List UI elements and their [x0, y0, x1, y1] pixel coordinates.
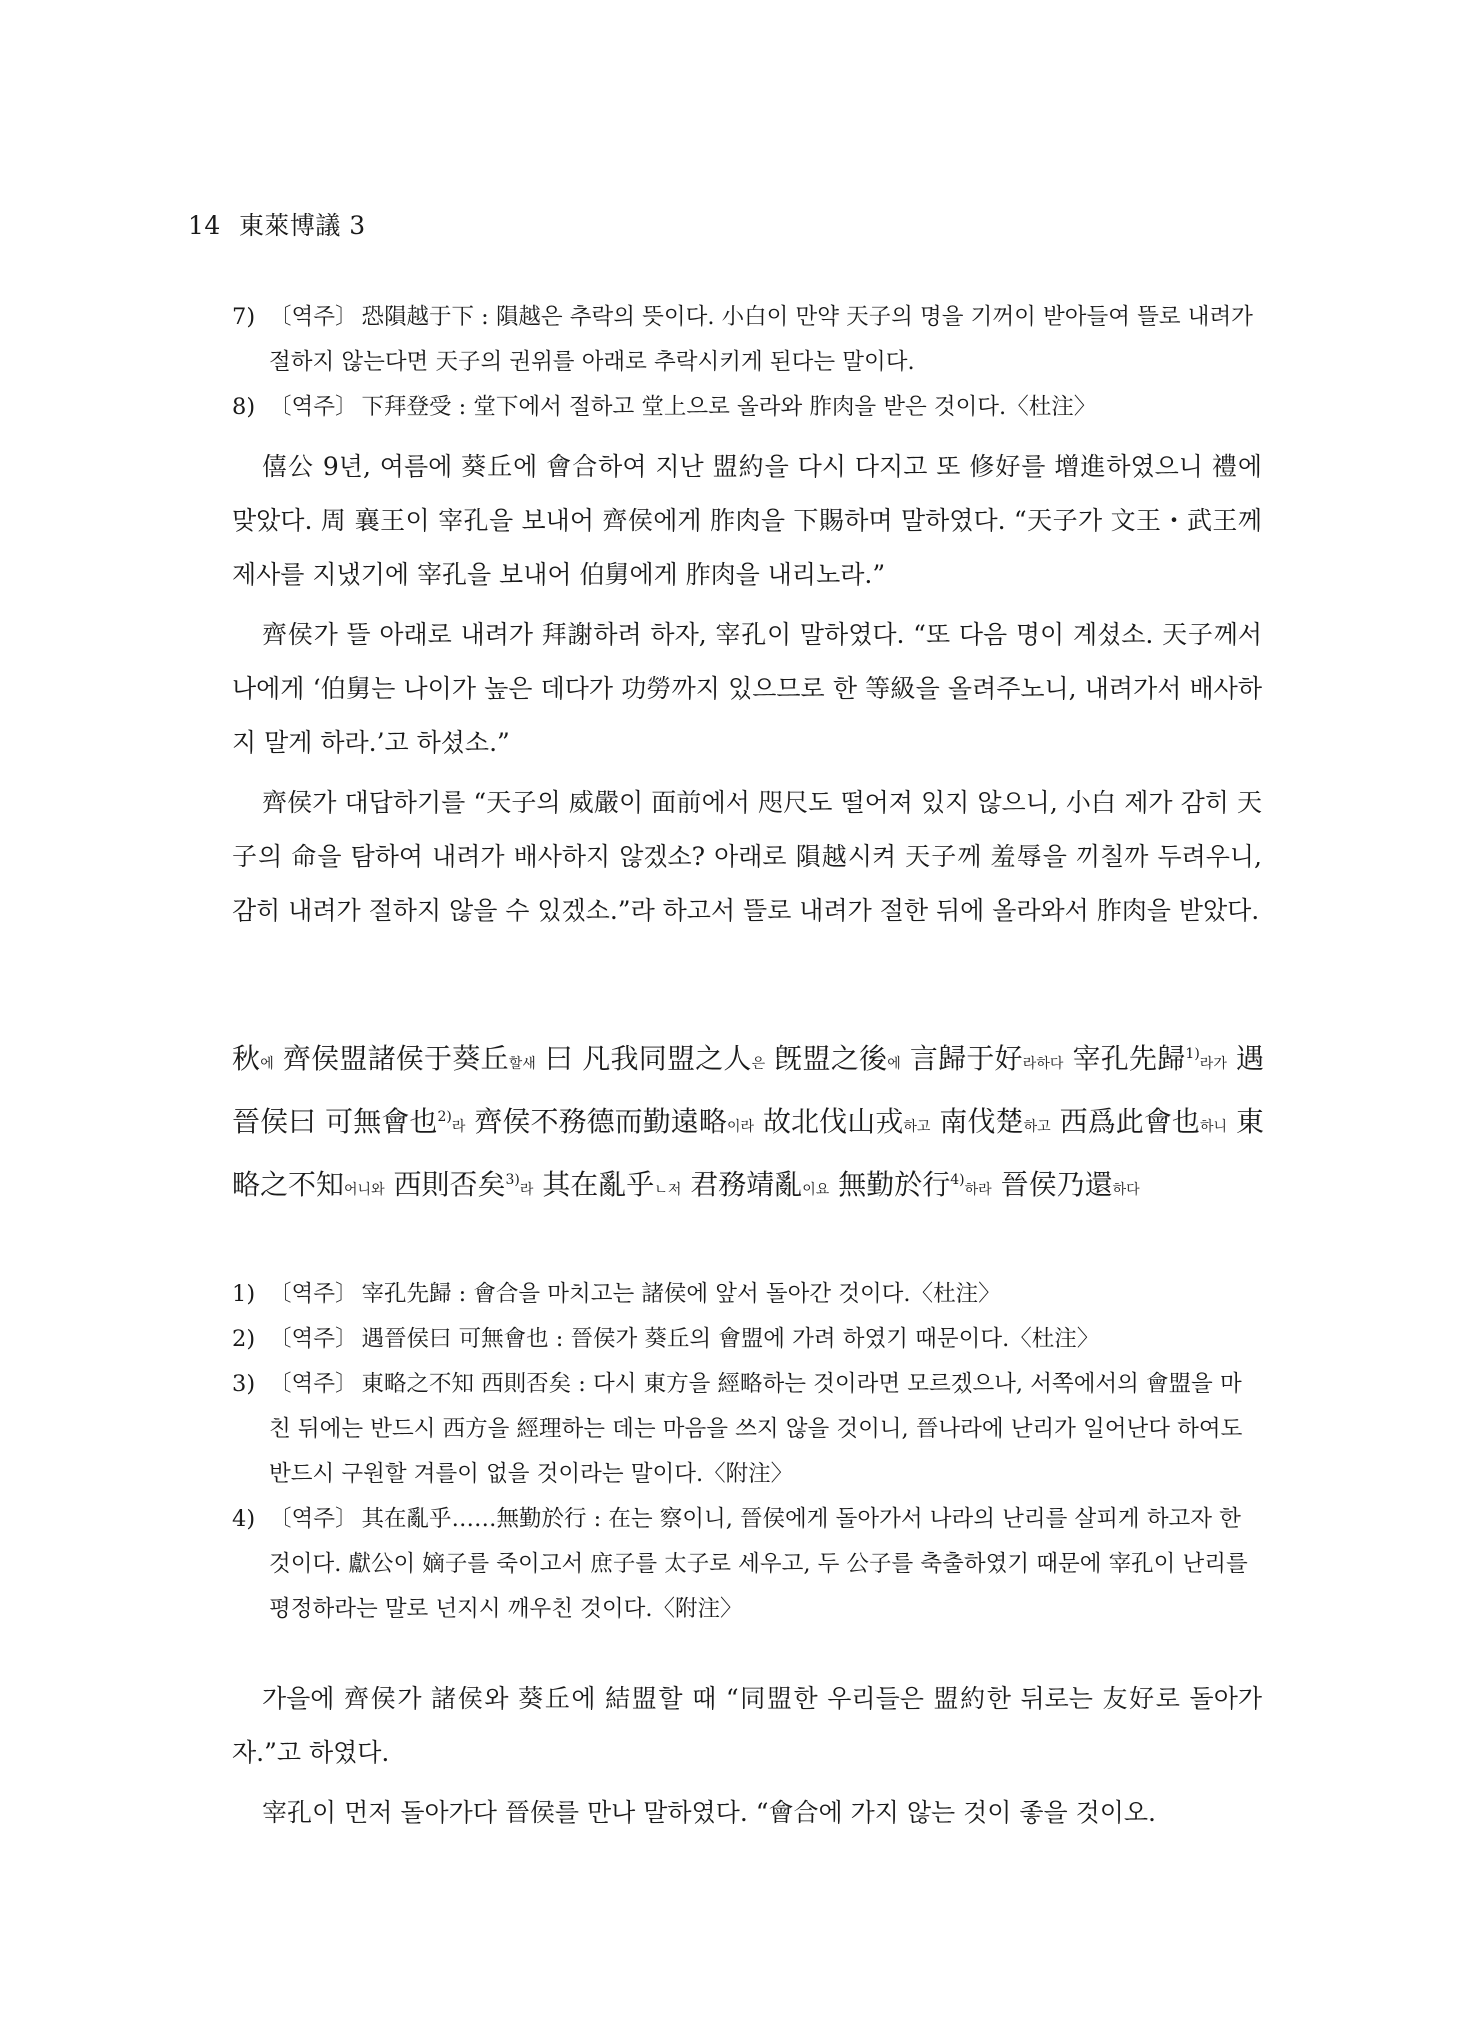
page-header: [188, 206, 366, 242]
particle-text: 라: [451, 1119, 466, 1135]
particle-text: 하라: [964, 1182, 992, 1198]
particle-text: ㄴ저: [654, 1182, 682, 1198]
classical-segment: 南伐楚: [930, 1105, 1024, 1138]
translation-paragraph: 宰孔이 먼저 돌아가다 晉侯를 만나 말하였다. “會合에 가지 않는 것이 좋을 것이오.: [262, 1798, 1156, 1827]
classical-segment: 旣盟之後: [765, 1042, 888, 1075]
translation-paragraph: 僖公 9년, 여름에 葵丘에 會合하여 지난 盟約을 다시 다지고 또 修好를 增進하였으니 禮에 맞았다. 周 襄王이 宰孔을 보내어 齊侯에게 胙肉을 下賜하며 말하였다. “天子가 文王・武王께 제사를 지냈기에 宰孔을 보내어 伯舅에게 胙肉을 내리노라.”: [232, 452, 1262, 589]
classical-segment: 齊侯盟諸侯于葵丘: [273, 1042, 509, 1075]
footnote-ref[interactable]: 2): [437, 1109, 452, 1125]
particle-text: 에: [887, 1056, 901, 1072]
particle-text: 이요: [802, 1182, 830, 1198]
translation-block-2: [232, 1672, 1262, 1846]
particle-text: 라하다: [1022, 1056, 1064, 1072]
classical-segment: 秋: [232, 1042, 261, 1075]
particle-text: 어니와: [344, 1182, 385, 1198]
particle-text: 할새: [508, 1056, 536, 1072]
footnotes-bottom: [232, 1272, 1262, 1632]
translation-paragraph: 가을에 齊侯가 諸侯와 葵丘에 結盟할 때 “同盟한 우리들은 盟約한 뒤로는 友好로 돌아가자.”고 하였다.: [232, 1684, 1262, 1767]
footnote-1: 1) 〔역주〕 宰孔先歸 : 會合을 마치고는 諸侯에 앞서 돌아간 것이다.〈杜注〉: [232, 1281, 1001, 1307]
footnote-2: 2) 〔역주〕 遇晉侯曰 可無會也 : 晉侯가 葵丘의 會盟에 가려 하였기 때문이다.〈杜注〉: [232, 1326, 1100, 1352]
classical-segment: 其在亂乎: [533, 1168, 655, 1201]
classical-segment: 晉侯乃還: [991, 1168, 1113, 1201]
particle-text: 라가: [1199, 1056, 1227, 1072]
translation-paragraph: 齊侯가 뜰 아래로 내려가 拜謝하려 하자, 宰孔이 말하였다. “또 다음 명이 계셨소. 天子께서 나에게 ‘伯舅는 나이가 높은 데다가 功勞까지 있으므로 한 等級을 올려주노니, 내려가서 배사하지 말게 하라.’고 하셨소.”: [232, 620, 1262, 757]
classical-text: [232, 1030, 1264, 1219]
classical-segment: 東略之不知: [232, 1105, 1265, 1201]
particle-text: 에: [260, 1056, 274, 1072]
translation-block-1: [232, 440, 1262, 944]
classical-segment: 君務靖亂: [681, 1168, 803, 1201]
classical-segment: 無勤於行: [829, 1168, 951, 1201]
footnote-ref[interactable]: 4): [950, 1172, 965, 1188]
footnote-7: 7) 〔역주〕 恐隕越于下 : 隕越은 추락의 뜻이다. 小白이 만약 天子의 명을 기꺼이 받아들여 뜰로 내려가 절하지 않는다면 天子의 권위를 아래로 추락시키게 된다는 말이다.: [232, 304, 1253, 375]
particle-text: 하다: [1112, 1182, 1140, 1198]
footnote-8: 8) 〔역주〕 下拜登受 : 堂下에서 절하고 堂上으로 올라와 胙肉을 받은 것이다.〈杜注〉: [232, 394, 1097, 420]
page-number: 14: [188, 211, 221, 240]
particle-text: 하고: [903, 1119, 931, 1135]
classical-segment: 齊侯不務德而勤遠略: [465, 1105, 727, 1138]
footnote-3: 3) 〔역주〕 東略之不知 西則否矣 : 다시 東方을 經略하는 것이라면 모르겠으나, 서쪽에서의 會盟을 마친 뒤에는 반드시 西方을 經理하는 데는 마음을 쓰지 않을 것이니, 晉나라에 난리가 일어난다 하여도 반드시 구원할 겨를이 없을 것이라는 말이다.〈附注〉: [232, 1371, 1243, 1487]
translation-paragraph: 齊侯가 대답하기를 “天子의 威嚴이 面前에서 咫尺도 떨어져 있지 않으니, 小白 제가 감히 天子의 命을 탐하여 내려가 배사하지 않겠소? 아래로 隕越시켜 天子께 羞辱을 끼칠까 두려우니, 감히 내려가 절하지 않을 수 있겠소.”라 하고서 뜰로 내려가 절한 뒤에 올라와서 胙肉을 받았다.: [232, 788, 1262, 925]
classical-segment: 言歸于好: [900, 1042, 1023, 1075]
classical-segment: 故北伐山戎: [754, 1105, 904, 1138]
footnotes-top: [232, 295, 1262, 430]
book-title: 東萊博議 3: [238, 211, 366, 240]
particle-text: 하고: [1023, 1119, 1051, 1135]
classical-segment: 遇晉侯曰 可無會也: [232, 1042, 1264, 1138]
footnote-ref[interactable]: 1): [1185, 1046, 1200, 1062]
classical-segment: 西則否矣: [384, 1168, 506, 1201]
classical-segment: 宰孔先歸: [1063, 1042, 1186, 1075]
particle-text: 라: [519, 1182, 534, 1198]
classical-segment: 曰 凡我同盟之人: [535, 1042, 752, 1075]
footnote-4: 4) 〔역주〕 其在亂乎……無勤於行 : 在는 察이니, 晉侯에게 돌아가서 나라의 난리를 살피게 하고자 한 것이다. 獻公이 嫡子를 죽이고서 庶子를 太子로 세우고, 두 公子를 축출하였기 때문에 宰孔이 난리를 평정하라는 말로 넌지시 깨우친 것이다.〈附注〉: [232, 1506, 1248, 1622]
particle-text: 은: [751, 1056, 766, 1072]
classical-segment: 西爲此會也: [1050, 1105, 1200, 1138]
particle-text: 하니: [1199, 1119, 1228, 1135]
particle-text: 이라: [726, 1119, 755, 1135]
footnote-ref[interactable]: 3): [505, 1172, 520, 1188]
